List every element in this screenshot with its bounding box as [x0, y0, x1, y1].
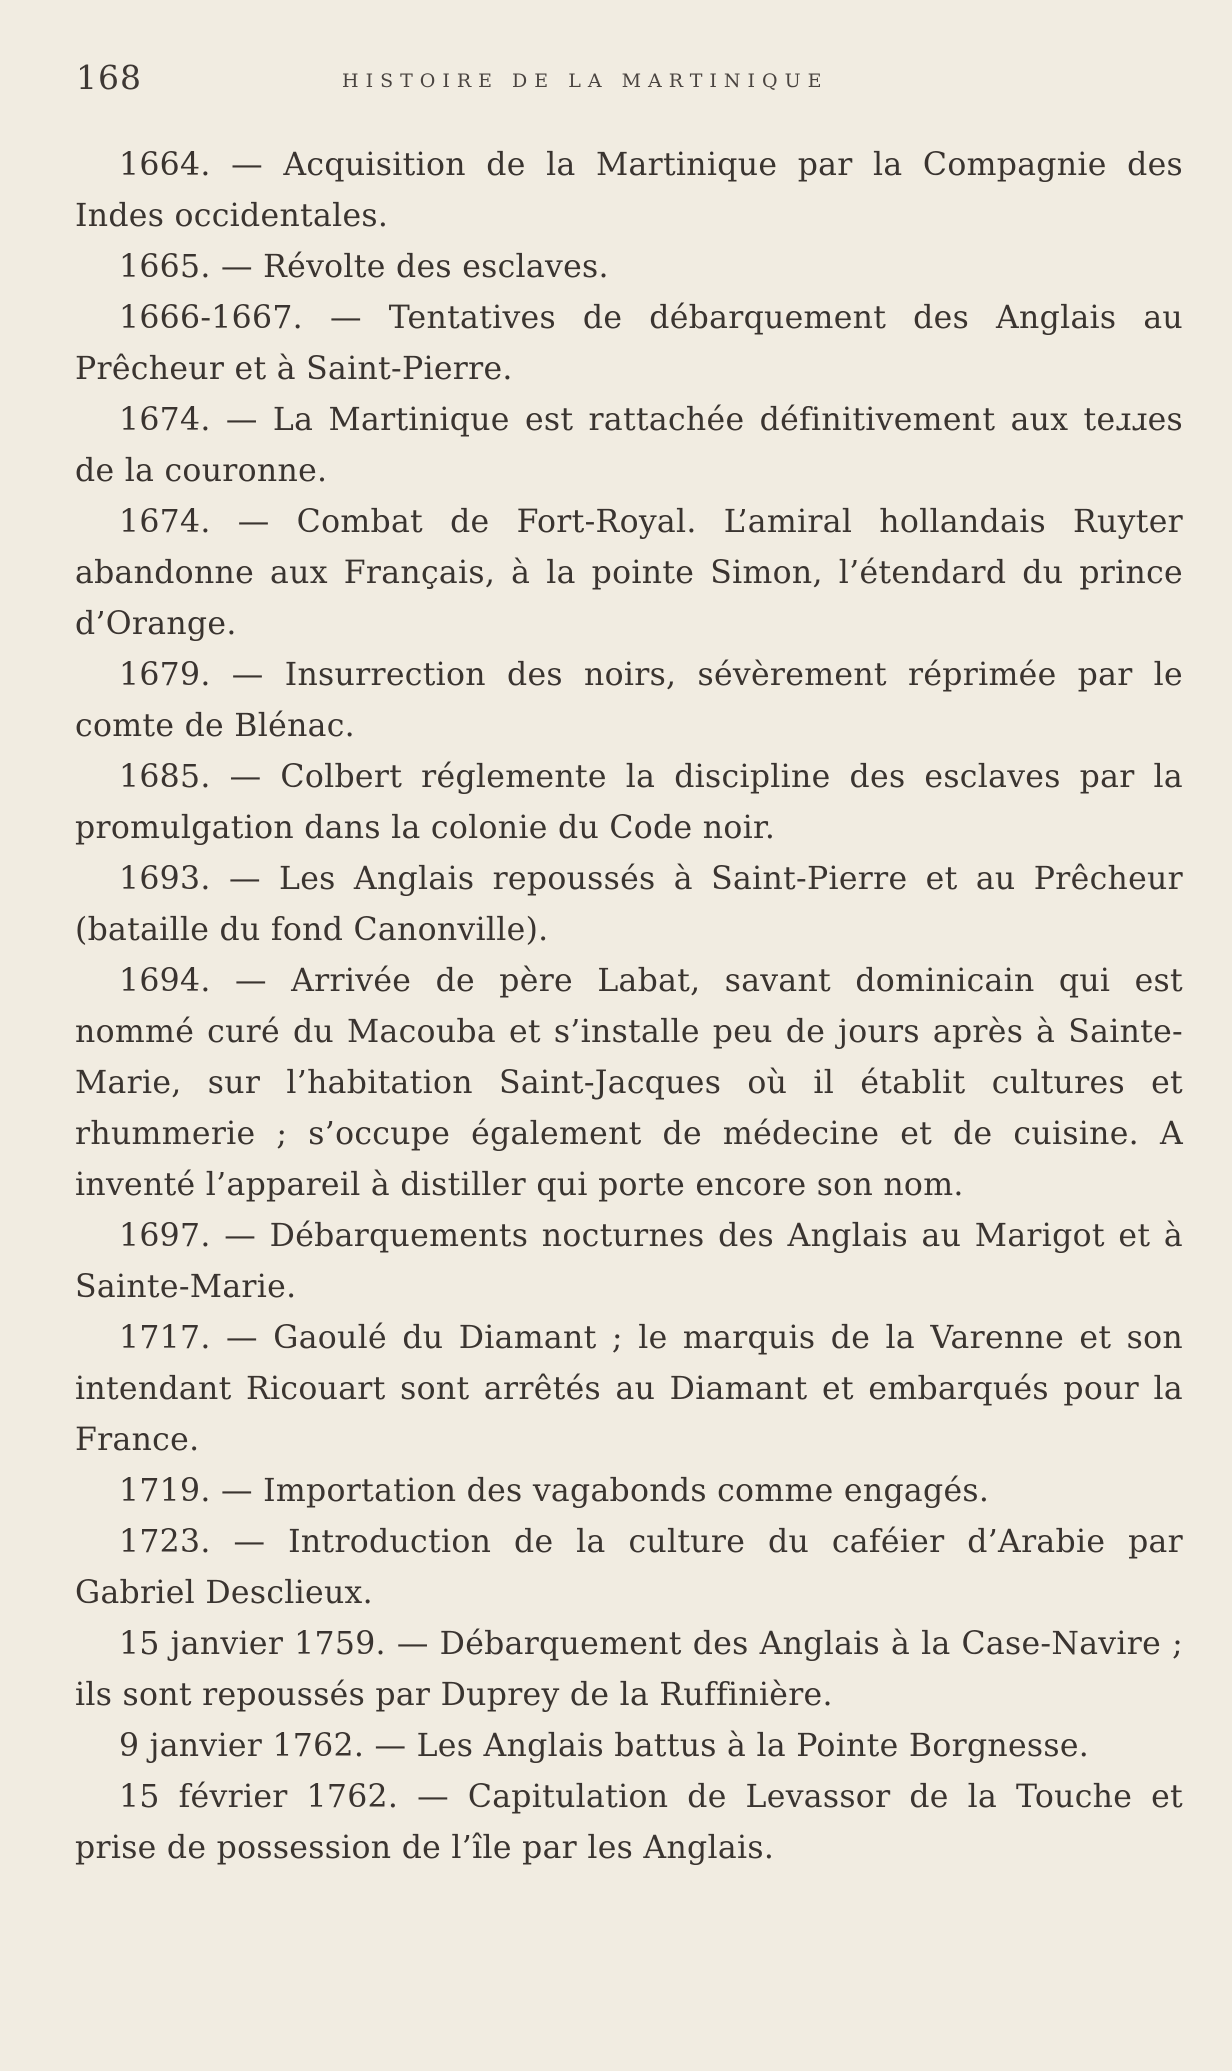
entry-date: 1693.	[119, 861, 211, 897]
entry-text: — Tentatives de débarquement des Anglais au Prêcheur et à Saint-Pierre.	[75, 300, 1183, 387]
entry-text: — Capitulation de Levassor de la Touche et prise de possession de l’île par les Anglais.	[75, 1779, 1183, 1866]
entry-text: — Débarquement des Anglais à la Case-Navire ; ils sont repoussés par Duprey de la Ruffinière.	[75, 1626, 1183, 1713]
entry-date: 1665.	[119, 249, 211, 285]
entry-text: — Arrivée de père Labat, savant dominicain qui est nommé curé du Macouba et s’installe peu de jours après à Sainte-Marie, sur l’habitation Saint-Jacques où il établit cultures et rhummerie ; s’occupe également de médecine et de cuisine. A inventé l’appareil à distiller qui porte encore son nom.	[75, 963, 1183, 1203]
chronology-entry	[75, 1466, 1183, 1517]
entry-date: 1685.	[119, 759, 211, 795]
entry-text: — Révolte des esclaves.	[210, 249, 609, 285]
chronology-list	[75, 140, 1183, 1874]
entry-text: — Acquisition de la Martinique par la Compagnie des Indes occidentales.	[75, 147, 1183, 234]
chronology-entry	[75, 956, 1183, 1211]
chronology-entry	[75, 293, 1183, 395]
entry-date: 15 janvier 1759.	[119, 1626, 386, 1662]
chronology-entry	[75, 650, 1183, 752]
entry-text: — Les Anglais battus à la Pointe Borgnesse.	[364, 1728, 1090, 1764]
entry-date: 1674.	[119, 504, 211, 540]
chronology-entry	[75, 140, 1183, 242]
entry-text: — Importation des vagabonds comme engagés.	[210, 1473, 990, 1509]
chronology-entry	[75, 752, 1183, 854]
chronology-entry	[75, 1772, 1183, 1874]
entry-text: — Combat de Fort-Royal. L’amiral hollandais Ruyter abandonne aux Français, à la pointe Simon, l’étendard du prince d’Orange.	[75, 504, 1183, 642]
page-header	[76, 58, 1168, 102]
chronology-entry	[75, 1619, 1183, 1721]
chronology-entry	[75, 395, 1183, 497]
entry-date: 1666-1667.	[119, 300, 303, 336]
entry-date: 15 février 1762.	[119, 1779, 399, 1815]
entry-text: — La Martinique est rattachée définitivement aux teɹɹes de la couronne.	[75, 402, 1183, 489]
entry-date: 9 janvier 1762.	[119, 1728, 365, 1764]
chronology-entry	[75, 854, 1183, 956]
entry-text: — Débarquements nocturnes des Anglais au Marigot et à Sainte-Marie.	[75, 1218, 1183, 1305]
entry-text: — Gaoulé du Diamant ; le marquis de la Varenne et son intendant Ricouart sont arrêtés au Diamant et embarqués pour la France.	[75, 1320, 1183, 1458]
entry-text: — Les Anglais repoussés à Saint-Pierre et au Prêcheur (bataille du fond Canonville).	[75, 861, 1183, 948]
entry-date: 1679.	[119, 657, 211, 693]
entry-date: 1694.	[119, 963, 211, 999]
entry-date: 1719.	[119, 1473, 211, 1509]
entry-date: 1697.	[119, 1218, 211, 1254]
chronology-entry	[75, 1721, 1183, 1772]
entry-text: — Introduction de la culture du caféier d’Arabie par Gabriel Desclieux.	[75, 1524, 1183, 1611]
entry-text: — Colbert réglemente la discipline des esclaves par la promulgation dans la colonie du Code noir.	[75, 759, 1183, 846]
entry-text: — Insurrection des noirs, sévèrement réprimée par le comte de Blénac.	[75, 657, 1183, 744]
entry-date: 1717.	[119, 1320, 211, 1356]
entry-date: 1664.	[119, 147, 211, 183]
page-number: 168	[76, 58, 142, 97]
chronology-entry	[75, 1211, 1183, 1313]
chronology-entry	[75, 242, 1183, 293]
running-title: HISTOIRE DE LA MARTINIQUE	[342, 70, 829, 92]
chronology-entry	[75, 1517, 1183, 1619]
entry-date: 1674.	[119, 402, 211, 438]
chronology-entry	[75, 1313, 1183, 1466]
entry-date: 1723.	[119, 1524, 211, 1560]
chronology-entry	[75, 497, 1183, 650]
